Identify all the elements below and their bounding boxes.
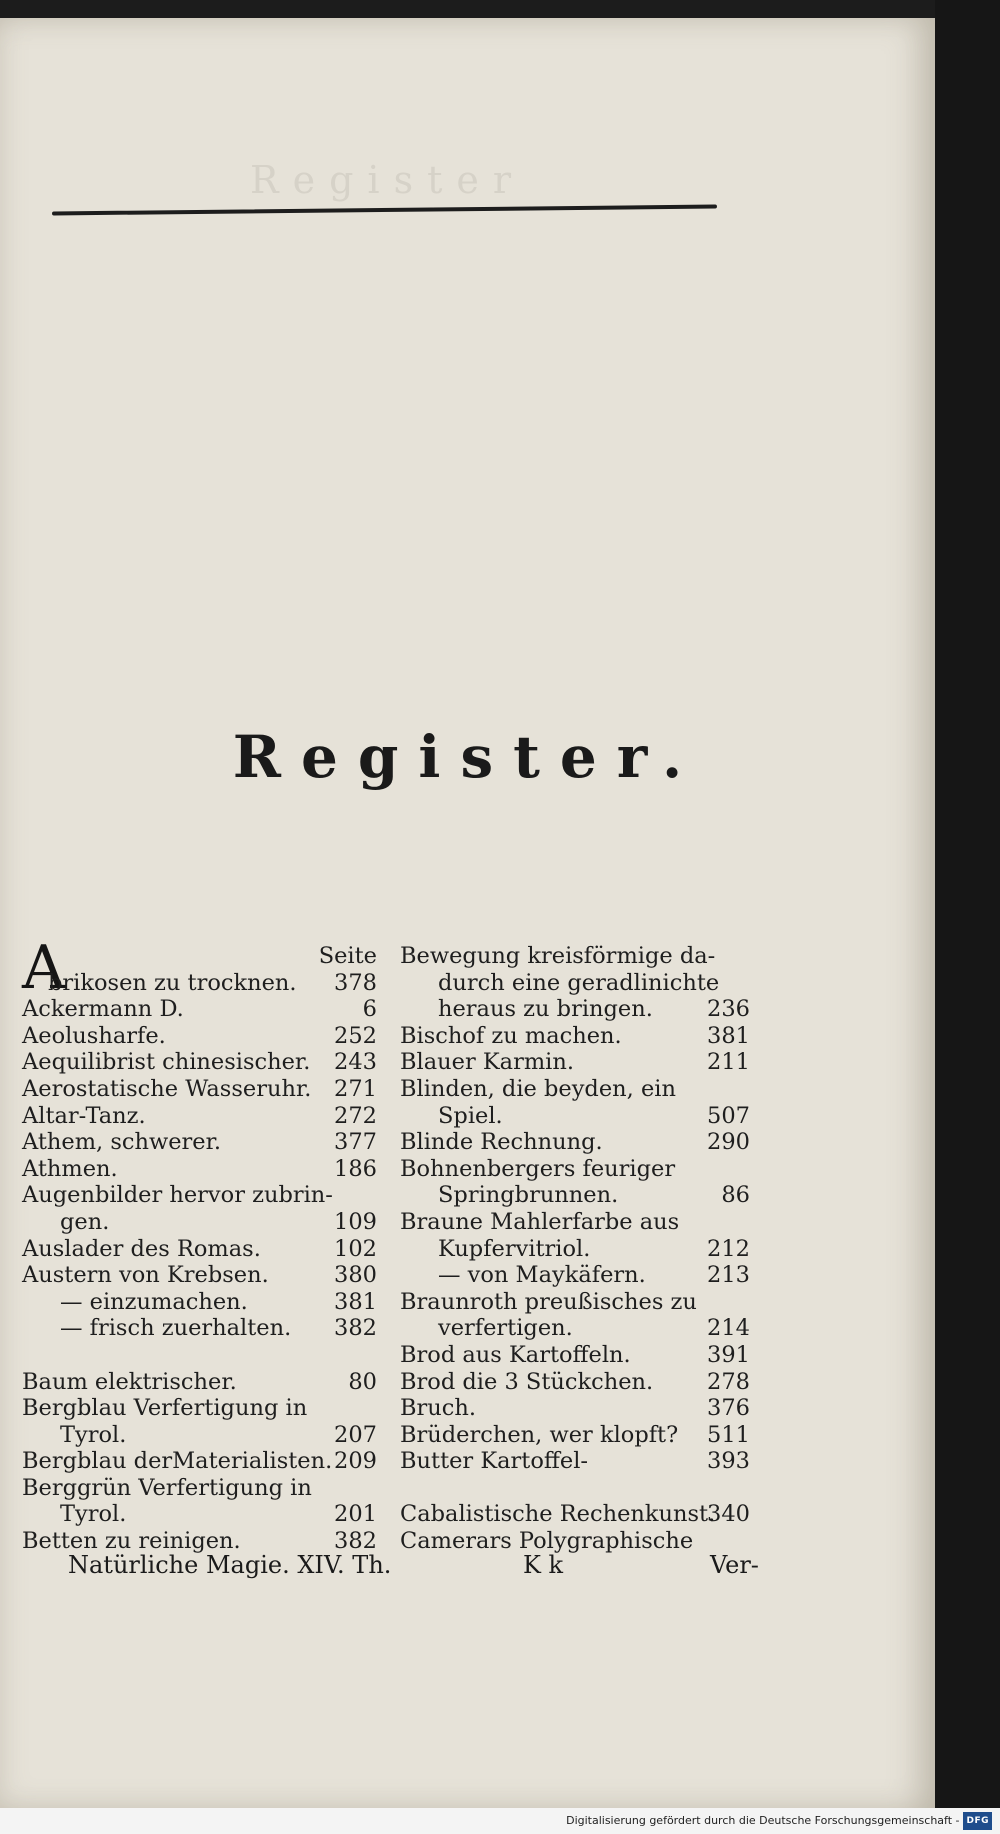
index-entry-text: Auslader des Romas. [22, 1235, 261, 1262]
index-entry [22, 970, 377, 997]
index-entry [400, 1395, 750, 1422]
index-entry [22, 1475, 377, 1502]
index-entry-text: Kupfervitriol. [438, 1235, 591, 1262]
index-entry-page: 109 [334, 1208, 377, 1235]
index-gap [22, 1342, 377, 1369]
index-entry-page: 102 [334, 1235, 377, 1262]
index-entry [400, 1236, 750, 1263]
index-entry-page: 380 [334, 1262, 377, 1289]
index-column-left [22, 943, 377, 1555]
index-entry [400, 1076, 750, 1103]
index-entry [400, 1209, 750, 1236]
footer-signature: Natürliche Magie. XIV. Th. [68, 1551, 392, 1579]
index-entry-text: — einzumachen. [60, 1288, 248, 1315]
index-entry-page: 381 [334, 1288, 377, 1315]
index-entry [400, 1262, 750, 1289]
index-entry-text: Cabalistische Rechenkunst. [400, 1501, 716, 1528]
index-entry-text: Baum elektrischer. [22, 1368, 237, 1395]
index-entry [400, 1129, 750, 1156]
index-entry-page: 393 [707, 1448, 750, 1475]
index-entry [400, 1369, 750, 1396]
index-entry-text: Bruch. [400, 1395, 477, 1422]
index-entry-page: 377 [334, 1129, 377, 1156]
index-entry-text: Blauer Karmin. [400, 1049, 575, 1076]
index-entry [22, 1315, 377, 1342]
index-column-right [400, 943, 750, 1555]
index-entry [22, 1049, 377, 1076]
index-entry [22, 1289, 377, 1316]
index-entry-page: 86 [721, 1182, 750, 1209]
page-footer [68, 1550, 768, 1580]
index-entry-page: 209 [334, 1448, 377, 1475]
index-entry-text: Springbrunnen. [438, 1182, 619, 1209]
index-entry [400, 1342, 750, 1369]
index-entry-text: Betten zu reinigen. [22, 1528, 241, 1555]
index-entry-text: Brod aus Kartoffeln. [400, 1341, 631, 1368]
index-entry-page: 201 [334, 1501, 377, 1528]
seite-label: Seite [318, 943, 377, 969]
index-entry [22, 1103, 377, 1130]
index-entry-text: Austern von Krebsen. [22, 1262, 269, 1289]
index-entry-text: Augenbilder hervor zubrin- [22, 1182, 333, 1209]
index-entry [400, 1103, 750, 1130]
index-entry-page: 236 [707, 996, 750, 1023]
index-entry-text: Bergblau derMaterialisten. [22, 1448, 333, 1475]
index-entry [22, 1262, 377, 1289]
index-entry-page: 212 [707, 1235, 750, 1262]
index-entry-page: 378 [334, 969, 377, 996]
index-entry-page: 243 [334, 1049, 377, 1076]
index-entry [400, 1182, 750, 1209]
dfg-logo: DFG [963, 1812, 992, 1830]
index-entry-page: 290 [707, 1129, 750, 1156]
index-entry-page: 271 [334, 1075, 377, 1102]
page-title: Register. [232, 723, 703, 791]
index-entry [400, 1315, 750, 1342]
index-entry-text: verfertigen. [438, 1315, 573, 1342]
index-entry-page: 382 [334, 1528, 377, 1555]
index-entry-text: Altar-Tanz. [22, 1102, 146, 1129]
index-entry [22, 1182, 377, 1209]
index-entry [400, 1422, 750, 1449]
index-entry-text: Bohnenbergers feuriger [400, 1155, 676, 1182]
index-entry-text: durch eine geradlinichte [438, 969, 720, 996]
index-entry-text: Berggrün Verfertigung in [22, 1474, 312, 1501]
index-entry-text: Brod die 3 Stückchen. [400, 1368, 654, 1395]
index-entry-text: Athmen. [22, 1155, 118, 1182]
index-gap [400, 1475, 750, 1502]
footer-catchword: Ver- [710, 1551, 759, 1579]
index-entry-text: Ackermann D. [22, 996, 184, 1023]
header-rule [52, 205, 717, 216]
index-entry-text: Camerars Polygraphische [400, 1528, 694, 1555]
index-entry-page: 252 [334, 1022, 377, 1049]
index-entry-page: 6 [362, 996, 377, 1023]
index-entry-page: 213 [707, 1262, 750, 1289]
index-entry-page: 214 [707, 1315, 750, 1342]
digitization-credit [566, 1812, 992, 1830]
index-entry-page: 507 [707, 1102, 750, 1129]
index-entry-text: Aequilibrist chinesischer. [22, 1049, 311, 1076]
index-entry [22, 1209, 377, 1236]
index-entry-page: 391 [707, 1341, 750, 1368]
index-entry [400, 943, 750, 970]
index-entry-text: Bergblau Verfertigung in [22, 1395, 308, 1422]
index-entry-page: 207 [334, 1421, 377, 1448]
index-entry [22, 1129, 377, 1156]
index-entry-page: 511 [707, 1421, 750, 1448]
index-entry-text: heraus zu bringen. [438, 996, 653, 1023]
index-entry-text: Butter Kartoffel- [400, 1448, 588, 1475]
index-entry [400, 970, 750, 997]
index-entry-text: Blinde Rechnung. [400, 1129, 603, 1156]
index-entry [22, 996, 377, 1023]
index-entry-text: Spiel. [438, 1102, 503, 1129]
index-entry-text: Tyrol. [60, 1421, 127, 1448]
drop-cap: A [22, 933, 66, 1003]
index-entry-page: 381 [707, 1022, 750, 1049]
index-entry-text: Tyrol. [60, 1501, 127, 1528]
book-page [0, 18, 935, 1818]
index-entry-text: Blinden, die beyden, ein [400, 1075, 676, 1102]
index-entry [400, 1448, 750, 1475]
index-entry-page: 80 [348, 1368, 377, 1395]
index-entry-text: Aeolusharfe. [22, 1022, 166, 1049]
index-entry [22, 1236, 377, 1263]
index-entry [22, 1156, 377, 1183]
index-entry-text: Aerostatische Wasseruhr. [22, 1075, 312, 1102]
index-entry-text: Braunroth preußisches zu [400, 1288, 697, 1315]
bleed-through-text: Register [250, 158, 526, 202]
index-entry [400, 1156, 750, 1183]
index-entry-text: — von Maykäfern. [438, 1262, 646, 1289]
index-entry [22, 1076, 377, 1103]
index-entry-text: — frisch zuerhalten. [60, 1315, 292, 1342]
footer-sheet-mark: K k [523, 1551, 564, 1579]
index-entry-text: gen. [60, 1208, 110, 1235]
index-entry [400, 1023, 750, 1050]
index-entry-page: 340 [707, 1501, 750, 1528]
index-entry [22, 1023, 377, 1050]
index-entry-page: 272 [334, 1102, 377, 1129]
index-entry [22, 1422, 377, 1449]
index-entry-text: Bewegung kreisförmige da- [400, 943, 716, 969]
index-entry-page: 186 [334, 1155, 377, 1182]
index-entry-text: brikosen zu trocknen. [48, 969, 297, 996]
index-entry [22, 1501, 377, 1528]
index-entry-text: Braune Mahlerfarbe aus [400, 1208, 680, 1235]
index-entry-page: 278 [707, 1368, 750, 1395]
index-entry-page: 211 [707, 1049, 750, 1076]
index-entry-text: Athem, schwerer. [22, 1129, 222, 1156]
index-entry [400, 1289, 750, 1316]
index-entry [400, 996, 750, 1023]
index-entry [22, 1395, 377, 1422]
index-entry-text: Brüderchen, wer klopft? [400, 1421, 679, 1448]
index-entry [400, 1501, 750, 1528]
index-entry [400, 1049, 750, 1076]
book-spine [935, 0, 1000, 1834]
index-entry [22, 1448, 377, 1475]
index-entry [22, 1369, 377, 1396]
index-entry-page: 382 [334, 1315, 377, 1342]
index-entry-page: 376 [707, 1395, 750, 1422]
credit-text: Digitalisierung gefördert durch die Deutsche Forschungsgemeinschaft - [566, 1814, 960, 1827]
index-entry-text: Bischof zu machen. [400, 1022, 622, 1049]
